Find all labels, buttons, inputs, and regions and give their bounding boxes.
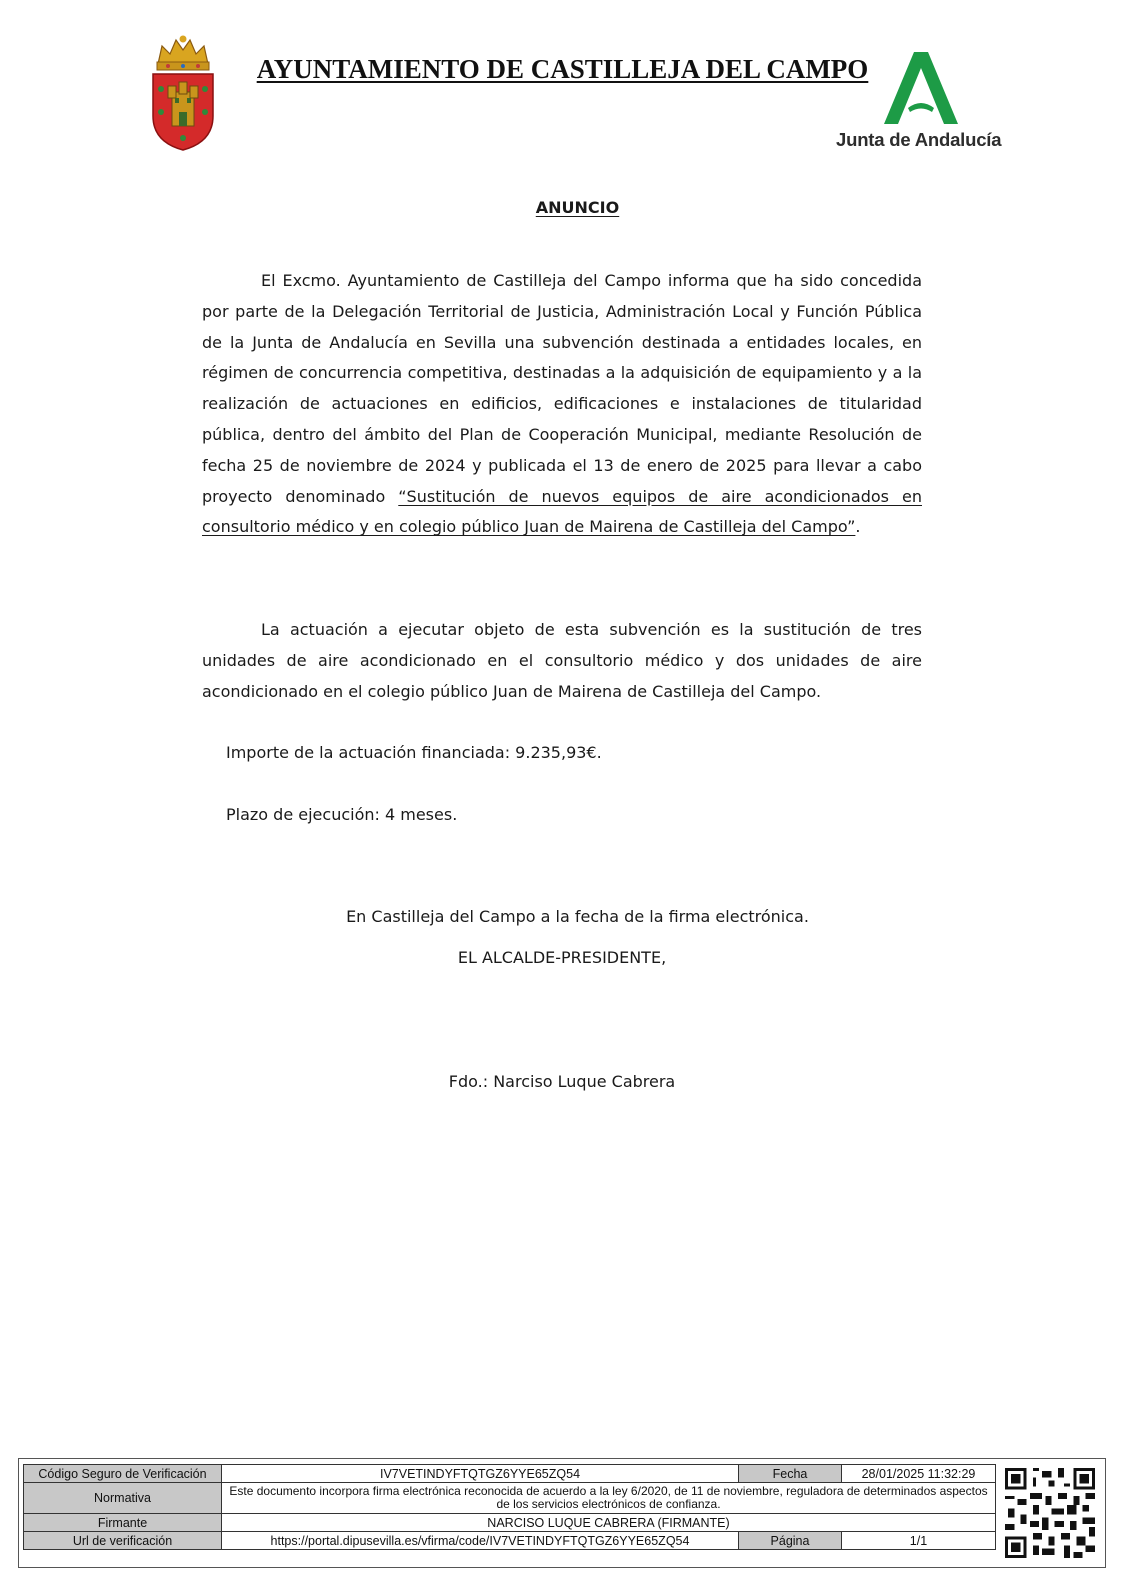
csv-label: Código Seguro de Verificación: [24, 1465, 222, 1483]
verification-footer: [18, 1458, 1106, 1568]
pagina-label: Página: [739, 1532, 842, 1550]
fecha-value: 28/01/2025 11:32:29: [842, 1465, 996, 1483]
paragraph-subsidy: [202, 266, 922, 543]
normativa-value: Este documento incorpora firma electrónica reconocida de acuerdo a la ley 6/2020, de 11 de noviembre, reguladora de determinados aspectos de los servicios electrónicos de confianza.: [222, 1483, 996, 1514]
signer-title: EL ALCALDE-PRESIDENTE,: [457, 948, 667, 967]
verification-table: [23, 1464, 996, 1550]
funded-amount: Importe de la actuación financiada: 9.235,93€.: [226, 743, 602, 762]
paragraph-action-text: La actuación a ejecutar objeto de esta subvención es la sustitución de tres unidades de aire acondicionado en el consultorio médico y dos unidades de aire acondicionado en el colegio público Juan de Mairena de Castilleja del Campo.: [202, 620, 922, 701]
municipal-coat-of-arms-icon: [148, 34, 218, 154]
table-row: [24, 1532, 996, 1550]
execution-period: Plazo de ejecución: 4 meses.: [226, 805, 458, 824]
url-value[interactable]: https://portal.dipusevilla.es/vfirma/code/IV7VETINDYFTQTGZ6YYE65ZQ54: [222, 1532, 739, 1550]
signer-name: Fdo.: Narciso Luque Cabrera: [448, 1072, 676, 1091]
announcement-heading: ANUNCIO: [535, 198, 620, 217]
verification-qr-code-icon: [1005, 1468, 1095, 1558]
junta-andalucia-logo-icon: [878, 50, 962, 128]
normativa-label: Normativa: [24, 1483, 222, 1514]
document-title: AYUNTAMIENTO DE CASTILLEJA DEL CAMPO: [256, 54, 869, 84]
project-name: “Sustitución de nuevos equipos de aire acondicionados en consultorio médico y en colegio público Juan de Mairena de Castilleja del Campo”: [202, 486, 922, 537]
junta-andalucia-logo-text: Junta de Andalucía: [836, 129, 1002, 150]
paragraph-action: [202, 615, 922, 707]
table-row: [24, 1483, 996, 1514]
paragraph-subsidy-text: El Excmo. Ayuntamiento de Castilleja del Campo informa que ha sido concedida por parte de la Delegación Territorial de Justicia, Administración Local y Función Pública de la Junta de Andalucía en Sevilla una subvención destinada a entidades locales, en régimen de concurrencia competitiva, destinadas a la adquisición de equipamiento y a la realización de actuaciones en edificios, edificaciones e instalaciones de titularidad pública, dentro del ámbito del Plan de Cooperación Municipal, mediante Resolución de fecha 25 de noviembre de 2024 y publicada el 13 de enero de 2025 para llevar a cabo proyecto denominado: [202, 271, 922, 506]
url-label: Url de verificación: [24, 1532, 222, 1550]
csv-value: IV7VETINDYFTQTGZ6YYE65ZQ54: [222, 1465, 739, 1483]
place-date: En Castilleja del Campo a la fecha de la firma electrónica.: [346, 907, 809, 926]
table-row: [24, 1514, 996, 1532]
firmante-value: NARCISO LUQUE CABRERA (FIRMANTE): [222, 1514, 996, 1532]
pagina-value: 1/1: [842, 1532, 996, 1550]
fecha-label: Fecha: [739, 1465, 842, 1483]
table-row: [24, 1465, 996, 1483]
paragraph-subsidy-end: .: [855, 517, 861, 537]
firmante-label: Firmante: [24, 1514, 222, 1532]
